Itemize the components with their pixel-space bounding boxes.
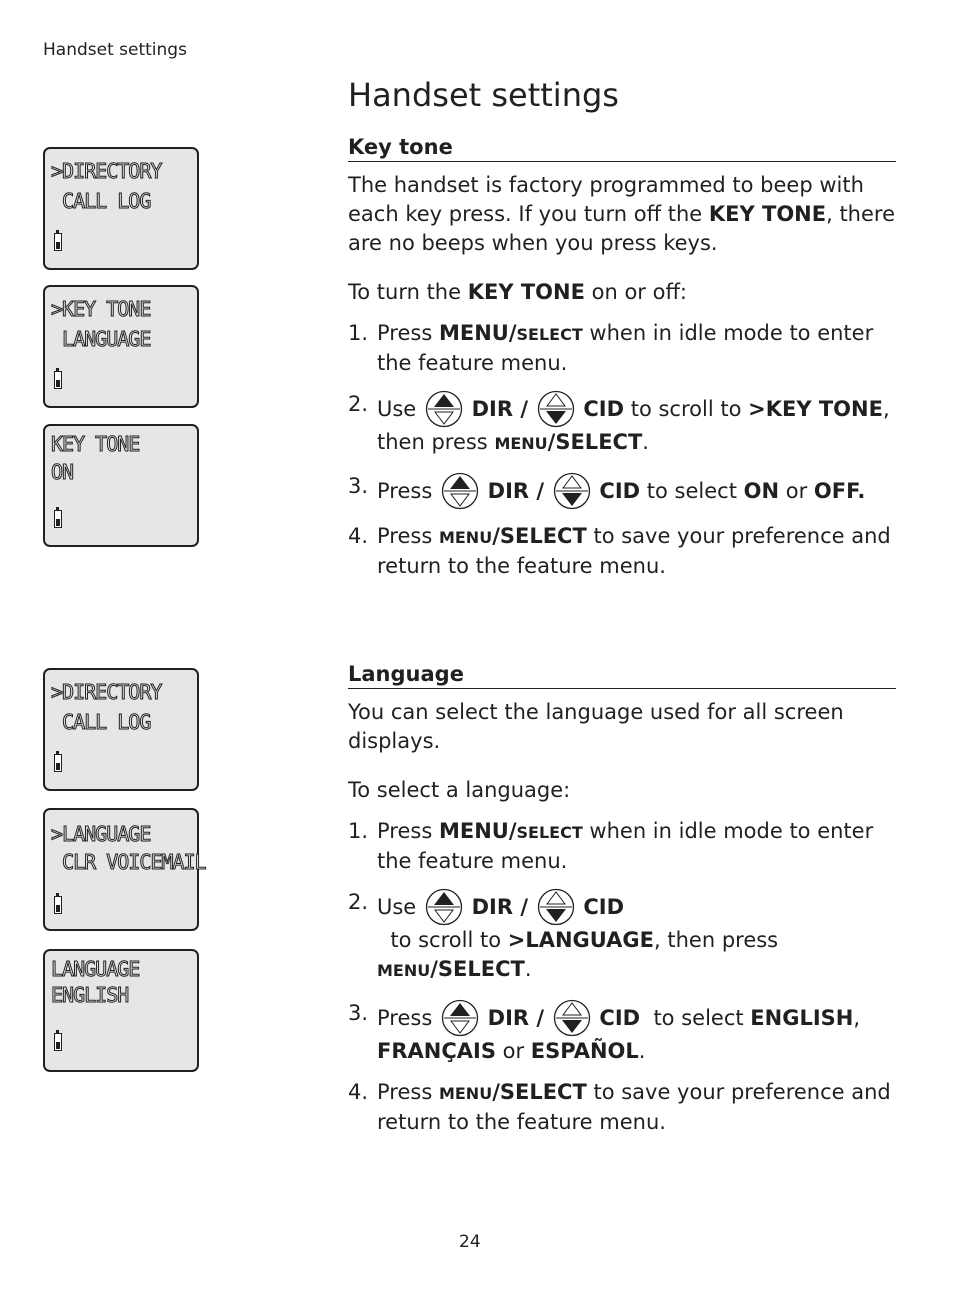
lcd-line: ENGLISH bbox=[51, 983, 129, 1007]
lcd-line: LANGUAGE bbox=[51, 327, 151, 351]
key-tone-section bbox=[348, 134, 896, 581]
lcd-screen-key-tone-on bbox=[43, 424, 199, 547]
lcd-line: KEY TONE bbox=[51, 432, 140, 456]
list-item: 4. Press MENU/SELECT to save your preference and return to the feature menu. bbox=[348, 524, 891, 578]
lcd-line: CALL LOG bbox=[51, 189, 151, 213]
battery-icon bbox=[54, 1033, 62, 1051]
page-title: Handset settings bbox=[348, 76, 619, 114]
list-item: 3. Press DIR / CID to select ON or OFF. bbox=[348, 472, 896, 510]
lcd-line: CLR VOICEMAIL bbox=[51, 850, 206, 874]
section-heading: Language bbox=[348, 661, 896, 689]
lcd-line: >LANGUAGE bbox=[51, 822, 151, 846]
lcd-line: ON bbox=[51, 460, 74, 484]
key-tone-steps bbox=[348, 319, 896, 581]
key-tone-intro: The handset is factory programmed to beep with each key press. If you turn off the KEY TONE, there are no beeps when you press keys. bbox=[348, 173, 895, 255]
list-item: 1. Press MENU/SELECT when in idle mode to enter the feature menu. bbox=[348, 321, 874, 375]
language-lead: To select a language: bbox=[348, 778, 571, 802]
up-arrow-key-icon bbox=[441, 999, 479, 1037]
lcd-line: >KEY TONE bbox=[51, 297, 151, 321]
battery-icon bbox=[54, 754, 62, 772]
battery-icon bbox=[54, 896, 62, 914]
battery-icon bbox=[54, 510, 62, 528]
list-item: 2. Use DIR / CID to scroll to >KEY TONE, then press MENU/SELECT. bbox=[348, 392, 890, 454]
lcd-screen-key-tone-menu bbox=[43, 285, 199, 408]
battery-icon bbox=[54, 233, 62, 251]
lcd-screen-language-menu bbox=[43, 808, 206, 931]
lcd-screen-language-english bbox=[43, 949, 199, 1072]
list-item: 2. Use DIR / CID to scroll to >LANGUAGE, then press MENU/SELECT. bbox=[348, 890, 779, 981]
list-item: 3. Press DIR / CID to select ENGLISH, FRANÇAIS or ESPAÑOL. bbox=[348, 1001, 861, 1063]
lcd-screen-directory bbox=[43, 668, 199, 791]
up-arrow-key-icon bbox=[425, 390, 463, 428]
down-arrow-key-icon bbox=[537, 888, 575, 926]
lcd-line: >DIRECTORY bbox=[51, 680, 162, 704]
section-heading: Key tone bbox=[348, 134, 896, 162]
lcd-line: LANGUAGE bbox=[51, 957, 140, 981]
up-arrow-key-icon bbox=[441, 472, 479, 510]
running-head: Handset settings bbox=[43, 40, 187, 60]
language-steps bbox=[348, 817, 896, 1137]
page-number: 24 bbox=[459, 1232, 481, 1252]
down-arrow-key-icon bbox=[553, 999, 591, 1037]
list-item: 1. Press MENU/SELECT when in idle mode to enter the feature menu. bbox=[348, 819, 874, 873]
list-item: 4. Press MENU/SELECT to save your preference and return to the feature menu. bbox=[348, 1080, 891, 1134]
battery-icon bbox=[54, 371, 62, 389]
language-section bbox=[348, 661, 896, 1137]
lcd-line: CALL LOG bbox=[51, 710, 151, 734]
language-intro: You can select the language used for all screen displays. bbox=[348, 700, 844, 753]
lcd-screen-directory bbox=[43, 147, 199, 270]
down-arrow-key-icon bbox=[553, 472, 591, 510]
lcd-line: >DIRECTORY bbox=[51, 159, 162, 183]
key-tone-lead: To turn the KEY TONE on or off: bbox=[348, 280, 688, 304]
up-arrow-key-icon bbox=[425, 888, 463, 926]
down-arrow-key-icon bbox=[537, 390, 575, 428]
